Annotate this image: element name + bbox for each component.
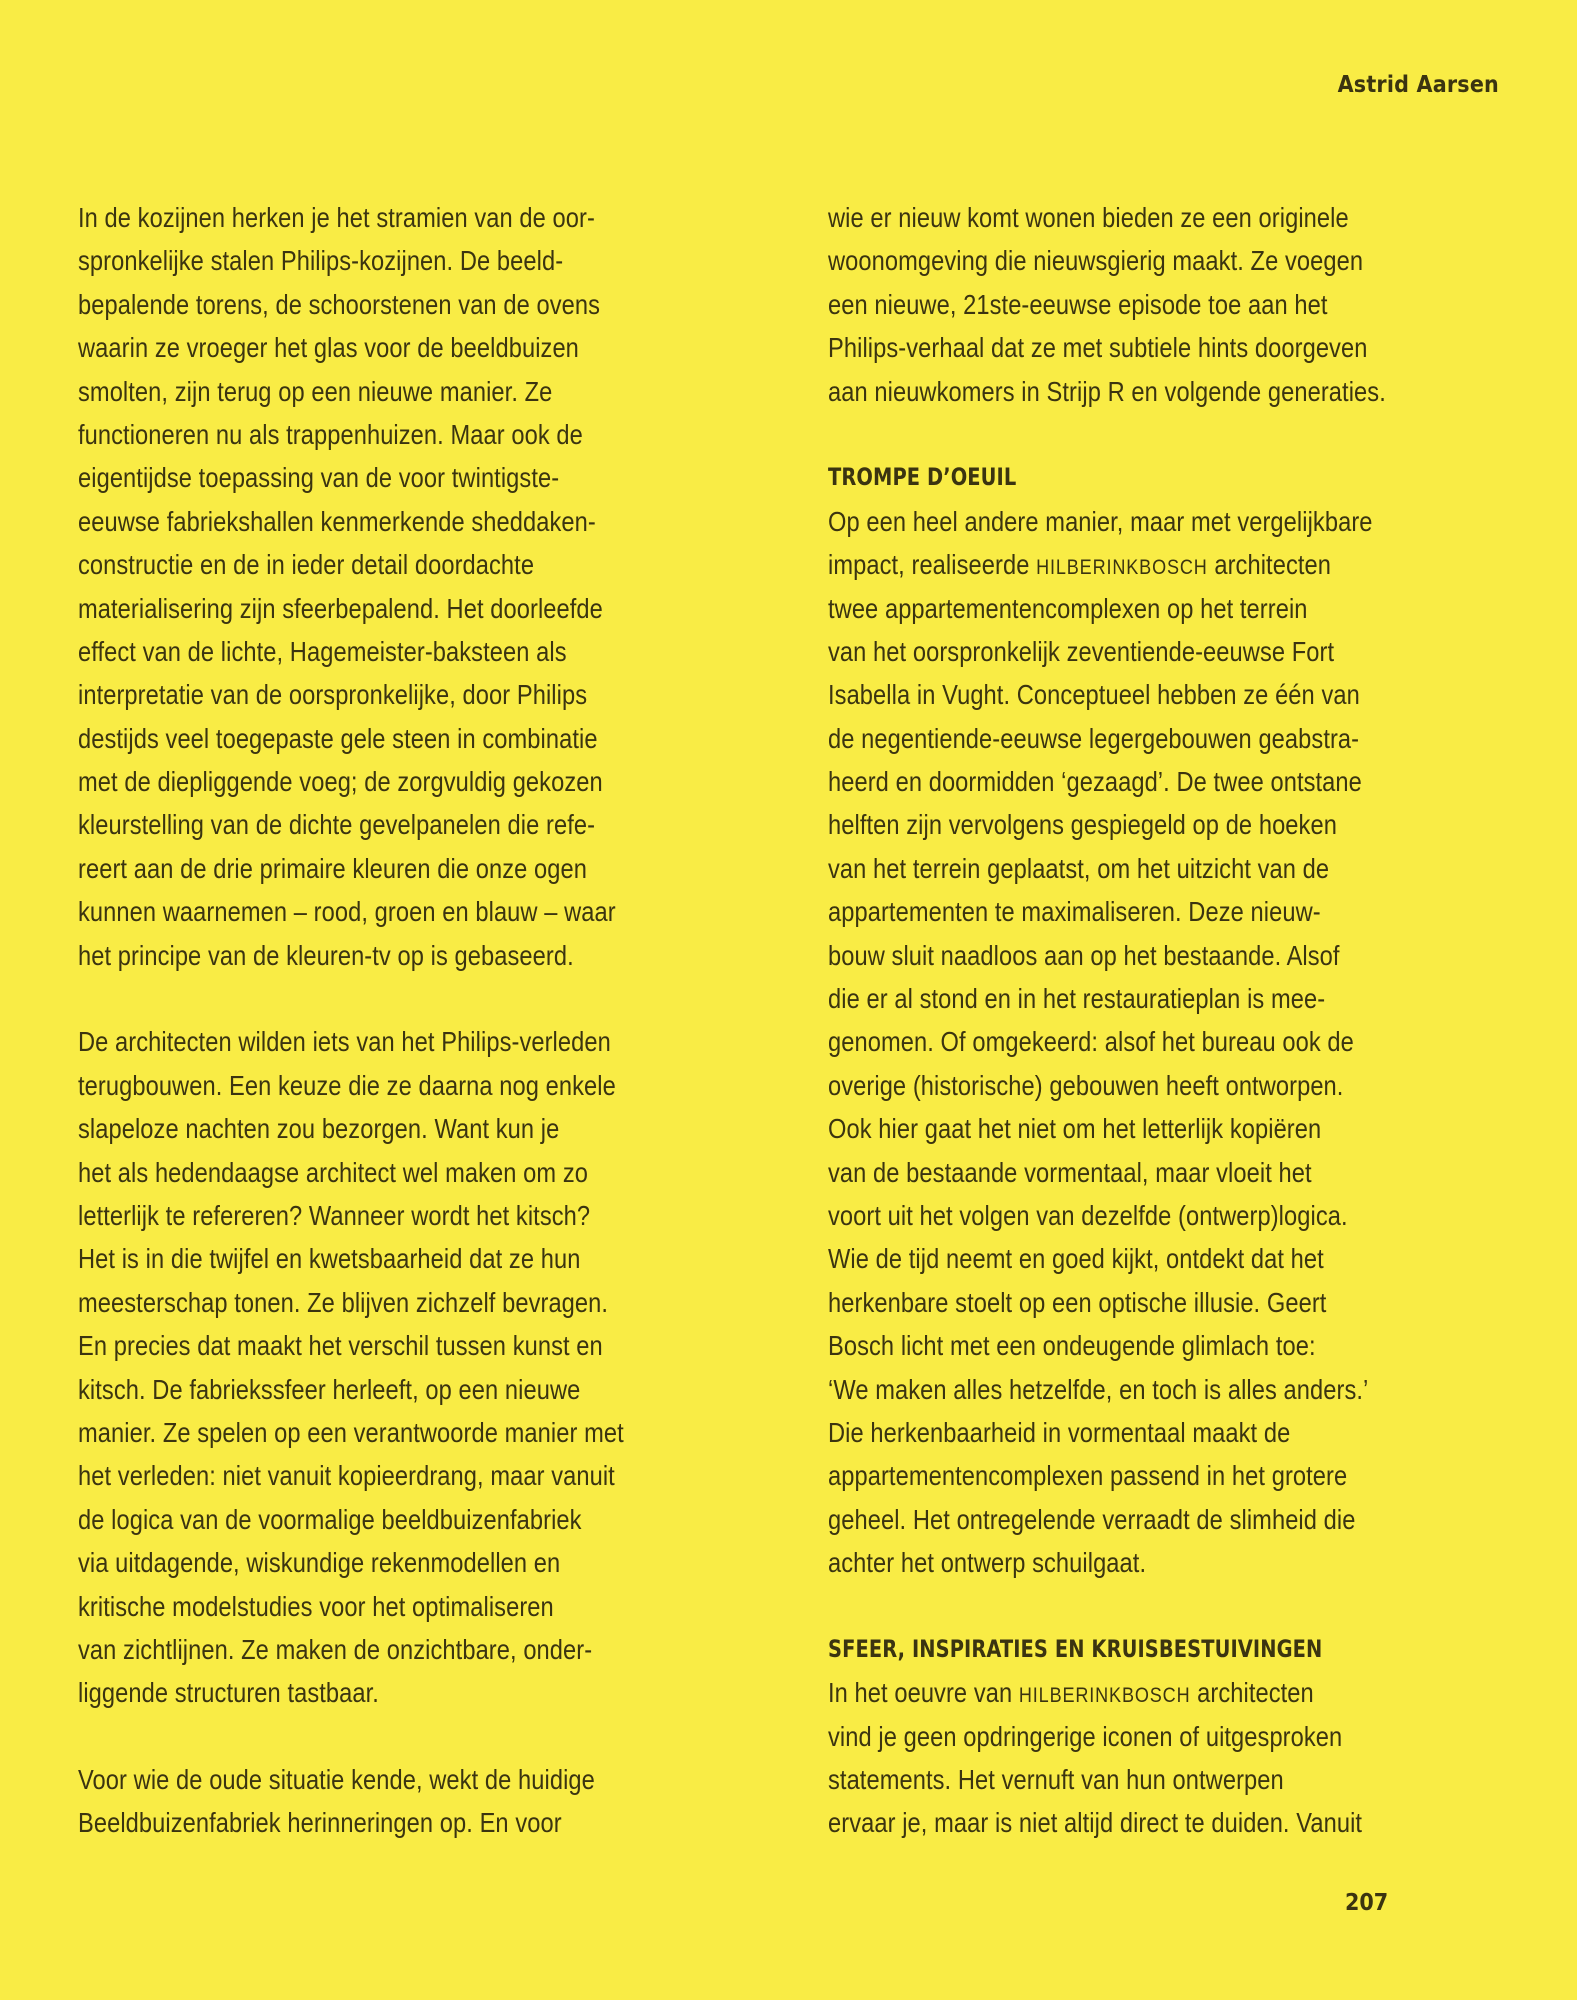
intro-paragraph — [828, 196, 1528, 413]
text-line: Philips-verhaal dat ze met subtiele hints doorgeven — [828, 332, 1368, 364]
text-line: achter het ontwerp schuilgaat. — [828, 1547, 1147, 1579]
text-line: In de kozijnen herken je het stramien van de oor- — [78, 202, 595, 233]
text-line: Isabella in Vught. Conceptueel hebben ze één van — [828, 679, 1360, 711]
text-fragment: impact, realiseerde — [828, 549, 1037, 581]
text-line: van het terrein geplaatst, om het uitzicht van de — [828, 852, 1330, 884]
running-head-author: Astrid Aarsen — [1337, 72, 1499, 98]
text-line: effect van de lichte, Hagemeister-baksteen als — [78, 635, 567, 667]
text-fragment: In het oeuvre van — [828, 1677, 1019, 1709]
text-line: heerd en doormidden ‘gezaagd’. De twee ontstane — [828, 766, 1362, 798]
text-line: materialisering zijn sfeerbepalend. Het doorleefde — [78, 592, 603, 624]
text-line: Op een heel andere manier, maar met vergelijkbare — [828, 505, 1373, 537]
text-line: herkenbare stoelt op een optische illusie. Geert — [828, 1286, 1327, 1318]
paragraph-gap — [828, 413, 1528, 456]
text-line: statements. Het vernuft van hun ontwerpen — [828, 1764, 1284, 1796]
left-column — [78, 196, 778, 1845]
text-line: smolten, zijn terug op een nieuwe manier. Ze — [78, 375, 553, 407]
text-line: Beeldbuizenfabriek herinneringen op. En voor — [78, 1807, 562, 1839]
text-line: Voor wie de oude situatie kende, wekt de huidige — [78, 1764, 595, 1796]
text-line: kunnen waarnemen – rood, groen en blauw – waar — [78, 896, 616, 928]
text-line: Het is in die twijfel en kwetsbaarheid dat ze hun — [78, 1243, 581, 1275]
text-line: genomen. Of omgekeerd: alsof het bureau ook de — [828, 1026, 1354, 1058]
text-line: De architecten wilden iets van het Philips-verleden — [78, 1026, 611, 1058]
brand-name: HILBERINKBOSCH — [1018, 1684, 1191, 1708]
text-line: meesterschap tonen. Ze blijven zichzelf bevragen. — [78, 1286, 609, 1318]
text-line: het principe van de kleuren-tv op is gebaseerd. — [78, 939, 574, 971]
text-line: bepalende torens, de schoorstenen van de ovens — [78, 288, 601, 320]
text-fragment: architecten — [1207, 549, 1331, 581]
text-line: Wie de tijd neemt en goed kijkt, ontdekt dat het — [828, 1243, 1324, 1275]
text-line: vind je geen opdringerige iconen of uitgesproken — [828, 1720, 1343, 1752]
text-line — [828, 543, 1430, 586]
text-line: appartementen te maximaliseren. Deze nieuw- — [828, 896, 1321, 928]
text-line: de logica van de voormalige beeldbuizenfabriek — [78, 1503, 582, 1535]
text-line: destijds veel toegepaste gele steen in combinatie — [78, 722, 598, 754]
text-line: slapeloze nachten zou bezorgen. Want kun je — [78, 1113, 560, 1145]
text-line: wie er nieuw komt wonen bieden ze een originele — [828, 202, 1349, 233]
section-heading-sfeer: SFEER, INSPIRATIES EN KRUISBESTUIVINGEN — [828, 1634, 1323, 1663]
text-line: kritische modelstudies voor het optimaliseren — [78, 1590, 554, 1622]
text-line: woonomgeving die nieuwsgierig maakt. Ze voegen — [828, 245, 1364, 277]
text-line: twee appartementencomplexen op het terrein — [828, 592, 1308, 624]
text-line: manier. Ze spelen op een verantwoorde manier met — [78, 1416, 624, 1448]
text-line: met de diepliggende voeg; de zorgvuldig gekozen — [78, 766, 603, 798]
text-line: het verleden: niet vanuit kopieerdrang, maar vanuit — [78, 1460, 615, 1492]
paragraph — [78, 1758, 778, 1845]
text-line: bouw sluit naadloos aan op het bestaande. Alsof — [828, 939, 1340, 971]
text-line: voort uit het volgen van dezelfde (ontwerp)logica. — [828, 1199, 1348, 1231]
text-line: reert aan de drie primaire kleuren die onze ogen — [78, 852, 587, 884]
text-line: van het oorspronkelijk zeventiende-eeuwse Fort — [828, 635, 1335, 667]
paragraph-gap — [78, 1715, 778, 1758]
text-line: terugbouwen. Een keuze die ze daarna nog enkele — [78, 1069, 616, 1101]
text-line: liggende structuren tastbaar. — [78, 1677, 379, 1709]
text-line: geheel. Het ontregelende verraadt de slimheid die — [828, 1503, 1356, 1535]
paragraph-gap — [828, 1585, 1528, 1628]
text-line: En precies dat maakt het verschil tussen kunst en — [78, 1330, 603, 1362]
text-line: overige (historische) gebouwen heeft ontworpen. — [828, 1069, 1344, 1101]
text-line: letterlijk te refereren? Wanneer wordt het kitsch? — [78, 1199, 591, 1231]
text-line: Die herkenbaarheid in vormentaal maakt de — [828, 1416, 1291, 1448]
right-column — [828, 196, 1528, 1845]
section-paragraph-trompe-doeuil — [828, 587, 1528, 1585]
text-line: Ook hier gaat het niet om het letterlijk kopiëren — [828, 1113, 1322, 1145]
page-number: 207 — [1345, 1890, 1389, 1916]
paragraph — [78, 1020, 778, 1714]
text-line: functioneren nu als trappenhuizen. Maar ook de — [78, 418, 583, 450]
text-line: van de bestaande vormentaal, maar vloeit het — [828, 1156, 1312, 1188]
text-line: de negentiende-eeuwse legergebouwen geabstra- — [828, 722, 1360, 754]
paragraph-gap — [78, 977, 778, 1020]
text-line: het als hedendaagse architect wel maken om zo — [78, 1156, 589, 1188]
section-paragraph-sfeer — [828, 1715, 1528, 1845]
text-line: eeuwse fabriekshallen kenmerkende sheddaken- — [78, 505, 596, 537]
text-line: een nieuwe, 21ste-eeuwse episode toe aan het — [828, 288, 1328, 320]
text-line: spronkelijke stalen Philips-kozijnen. De beeld- — [78, 245, 564, 277]
text-line: interpretatie van de oorspronkelijke, door Philips — [78, 679, 588, 711]
text-line: die er al stond en in het restauratieplan is mee- — [828, 983, 1326, 1015]
text-line: kleurstelling van de dichte gevelpanelen die refe- — [78, 809, 596, 841]
text-fragment: architecten — [1190, 1677, 1314, 1709]
text-line — [828, 1671, 1430, 1714]
text-line: van zichtlijnen. Ze maken de onzichtbare, onder- — [78, 1633, 593, 1665]
text-line: Bosch licht met een ondeugende glimlach toe: — [828, 1330, 1316, 1362]
brand-name: HILBERINKBOSCH — [1036, 556, 1208, 580]
text-line: helften zijn vervolgens gespiegeld op de hoeken — [828, 809, 1337, 841]
section-heading-trompe-doeuil: TROMPE D’OEUIL — [828, 463, 1017, 492]
text-line: ‘We maken alles hetzelfde, en toch is alles anders.’ — [828, 1373, 1369, 1405]
text-line: appartementencomplexen passend in het grotere — [828, 1460, 1348, 1492]
paragraph — [78, 196, 778, 977]
text-line: eigentijdse toepassing van de voor twintigste- — [78, 462, 560, 494]
text-line: ervaar je, maar is niet altijd direct te duiden. Vanuit — [828, 1807, 1363, 1839]
text-line: constructie en de in ieder detail doordachte — [78, 549, 535, 581]
text-line: aan nieuwkomers in Strijp R en volgende generaties. — [828, 375, 1386, 407]
text-line: kitsch. De fabriekssfeer herleeft, op een nieuwe — [78, 1373, 581, 1405]
text-line: via uitdagende, wiskundige rekenmodellen en — [78, 1547, 561, 1579]
text-line: waarin ze vroeger het glas voor de beeldbuizen — [78, 332, 579, 364]
